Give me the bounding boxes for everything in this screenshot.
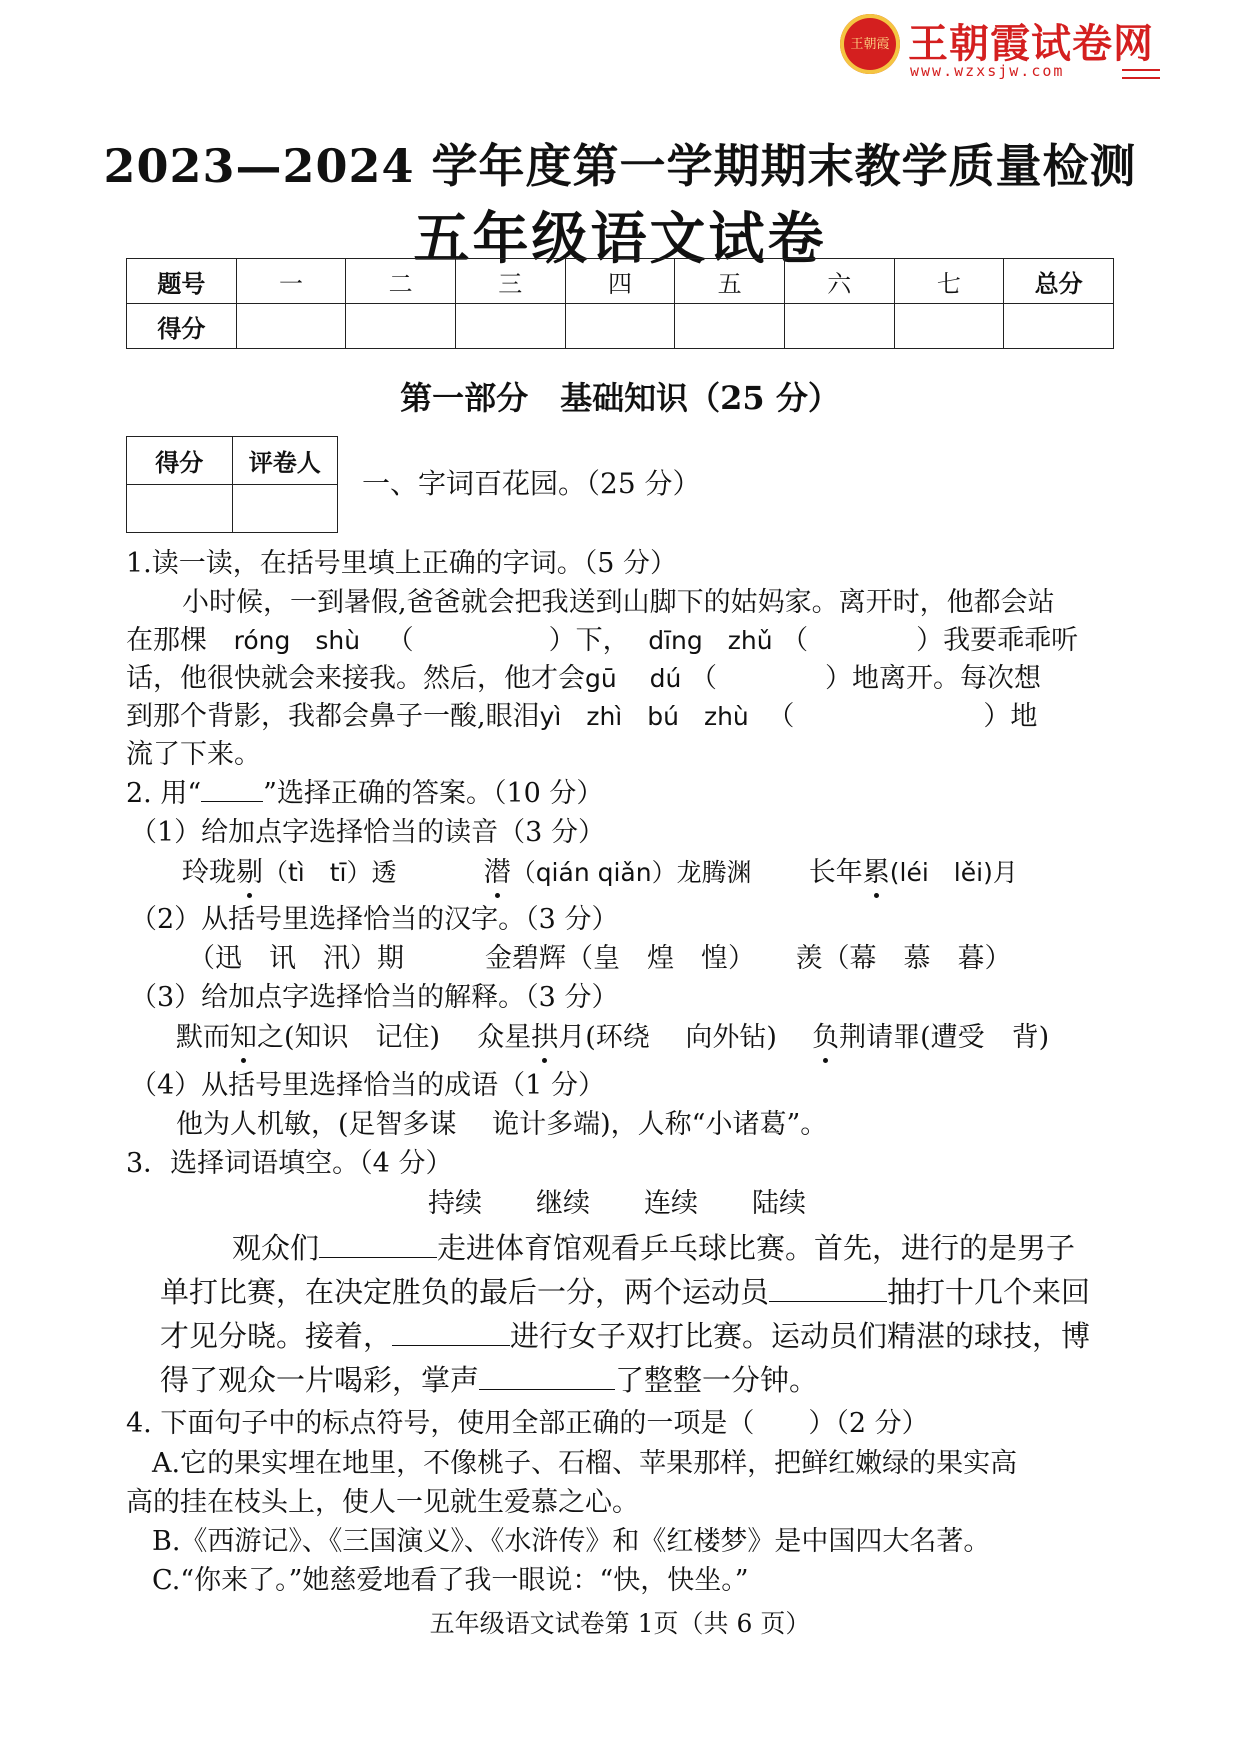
score-cell: 二 [346,259,456,304]
score-cell: 四 [565,259,675,304]
logo-decoration [1122,69,1160,79]
score-cell: 题号 [127,259,237,304]
score-empty-cell[interactable] [784,304,894,349]
site-logo [840,12,1160,80]
q2-character-items: （迅 讯 汛）期 金碧辉（皇 煌 惶） 羡（幕 慕 暮） [188,943,1012,974]
score-empty-cell[interactable] [1004,304,1114,349]
q4-title: 4. 下面句子中的标点符号，使用全部正确的一项是（ ）（2 分） [126,1408,929,1439]
q3-passage-line: 才见分晓。接着， 进行女子双打比赛。运动员们精湛的球技，博 [160,1319,1091,1353]
q3-passage-line: 得了观众一片喝彩，掌声 了整整一分钟。 [160,1363,819,1397]
underline-mark [201,775,263,802]
score-empty-cell[interactable] [455,304,565,349]
score-empty-cell[interactable] [346,304,456,349]
score-empty-cell[interactable] [236,304,346,349]
q2-sub-title: （4）从括号里选择恰当的成语（1 分） [130,1070,605,1101]
q4-option-a[interactable]: A.它的果实埋在地里，不像桃子、石榴、苹果那样，把鲜红嫩绿的果实高 [152,1448,1018,1479]
grader-table [126,436,338,533]
page-footer: 五年级语文试卷第 1页（共 6 页） [429,1609,811,1638]
score-cell: 三 [455,259,565,304]
score-empty-cell[interactable] [565,304,675,349]
exam-title: 2023—2024 学年度第一学期期末教学质量检测 [103,139,1137,193]
score-empty-cell[interactable] [894,304,1004,349]
answer-blank[interactable]: （ ）地 [767,701,1038,732]
q2-sub-title: （2）从括号里选择恰当的汉字。（3 分） [130,904,619,935]
q3-passage-line: 单打比赛，在决定胜负的最后一分，两个运动员 抽打十几个来回 [160,1275,1091,1309]
score-empty-cell[interactable] [675,304,785,349]
q1-passage-line: 流了下来。 [126,739,261,770]
score-cell: 总分 [1004,259,1114,304]
score-cell: 六 [784,259,894,304]
score-row-label: 得分 [127,304,237,349]
q4-option-c[interactable]: C.“你来了。”她慈爱地看了我一眼说：“快，快坐。” [152,1565,749,1596]
answer-blank[interactable] [479,1363,615,1390]
answer-blank[interactable] [319,1231,437,1258]
q1-title: 1.读一读，在括号里填上正确的字词。（5 分） [126,548,678,579]
pinyin: róng shù [233,626,361,655]
score-cell: 五 [675,259,785,304]
pinyin: gū dú [585,664,682,693]
q1-passage-line: 小时候，一到暑假,爸爸就会把我送到山脚下的姑妈家。离开时，他都会站 [182,587,1055,618]
q4-option-b[interactable]: B.《西游记》、《三国演义》、《水浒传》和《红楼梦》是中国四大名著。 [152,1526,991,1557]
dotted-char: 负 [812,1020,839,1056]
q2-sub-title: （1）给加点字选择恰当的读音（3 分） [130,817,605,848]
q3-title: 3．选择词语填空。（4 分） [126,1148,453,1179]
dotted-char: 知 [230,1020,257,1056]
pinyin: yì zhì bú zhù [539,702,749,731]
grader-score-cell[interactable] [127,485,233,533]
q3-passage-line: 观众们 走进体育馆观看乒乓球比赛。首先，进行的是男子 [232,1231,1076,1265]
dotted-char: 拱 [531,1020,558,1056]
pinyin: dīng zhǔ [648,626,773,655]
q1-passage-line: 话，他很快就会来接我。然后，他才会gū dú （ ）地离开。每次想 [126,663,1041,694]
q1-passage-line: 在那棵 róng shù （ ）下， dīng zhǔ （ ）我要乖乖听 [126,625,1079,656]
score-table [126,258,1114,349]
q2-sub-title: （3）给加点字选择恰当的解释。（3 分） [130,982,619,1013]
q2-idiom-item: 他为人机敏，(足智多谋 诡计多端)，人称“小诸葛”。 [176,1109,828,1140]
q2-pronunciation-items: 玲珑剔（tì tī）透 潜（qián qiǎn）龙腾渊 长年累(léi lěi)月 [182,855,1018,891]
dotted-char: 剔 [236,855,263,891]
score-table-score-row [127,304,1114,349]
grader-name-label: 评卷人 [232,437,338,485]
answer-blank[interactable]: （ ）我要乖乖听 [781,625,1079,656]
answer-blank[interactable] [392,1319,510,1346]
score-cell: 一 [236,259,346,304]
q4-option-a-cont: 高的挂在枝头上，使人一见就生爱慕之心。 [126,1487,639,1518]
logo-badge-icon: 王朝霞 [840,14,900,74]
logo-url: www.wzxsjw.com [910,62,1065,80]
dotted-char: 累 [863,855,890,891]
answer-blank[interactable]: （ ）地离开。每次想 [689,663,1041,694]
q1-passage-line: 到那个背影，我都会鼻子一酸,眼泪yì zhì bú zhù （ ）地 [126,701,1038,732]
logo-name: 王朝霞试卷网 [908,21,1154,67]
q2-meaning-items: 默而知之(知识 记住) 众星拱月(环绕 向外钻) 负荆请罪(遭受 背) [176,1020,1049,1056]
grader-name-cell[interactable] [232,485,338,533]
answer-blank[interactable]: （ ）下， [386,625,630,656]
part-heading: 第一部分 基础知识（25 分） [400,379,840,417]
score-table-header-row [127,259,1114,304]
answer-blank[interactable] [769,1275,887,1302]
exam-subject-title: 五年级语文试卷 [413,206,827,272]
dotted-char: 潜 [484,855,511,891]
section-heading: 一、字词百花园。（25 分） [362,467,701,500]
q2-title: 2. 用“ ”选择正确的答案。（10 分） [126,775,603,812]
score-cell: 七 [894,259,1004,304]
q3-word-choices: 持续 继续 连续 陆续 [428,1188,806,1219]
grader-score-label: 得分 [127,437,233,485]
